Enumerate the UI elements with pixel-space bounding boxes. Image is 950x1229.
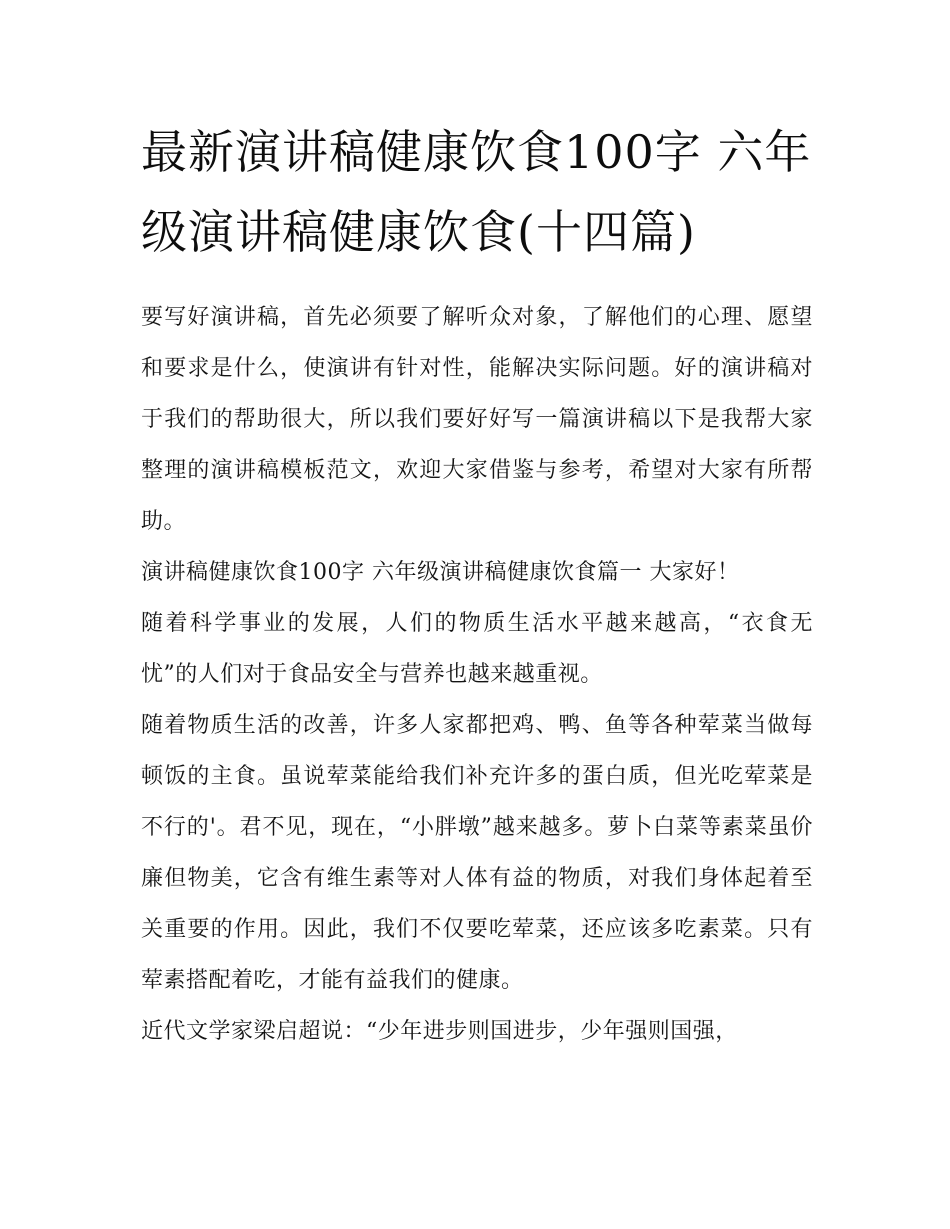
paragraph-quote: 近代文学家梁启超说：“少年进步则国进步，少年强则国强， (141, 1019, 738, 1044)
paragraph-greeting: 演讲稿健康饮食100字 六年级演讲稿健康饮食篇一 大家好！ (141, 560, 740, 585)
paragraph-living-standards: 随着科学事业的发展，人们的物质生活水平越来越高，“衣食无忧”的人们对于食品安全与营养也越来越重视。 (141, 611, 813, 687)
document-page (141, 112, 813, 1057)
document-body (141, 292, 813, 1057)
paragraph-intro: 要写好演讲稿，首先必须要了解听众对象，了解他们的心理、愿望和要求是什么，使演讲有针对性，能解决实际问题。好的演讲稿对于我们的帮助很大，所以我们要好好写一篇演讲稿以下是我帮大家整理的演讲稿模板范文，欢迎大家借鉴与参考，希望对大家有所帮助。 (141, 305, 813, 534)
document-title: 最新演讲稿健康饮食100字 六年级演讲稿健康饮食(十四篇) (141, 125, 812, 259)
paragraph-balanced-diet: 随着物质生活的改善，许多人家都把鸡、鸭、鱼等各种荤菜当做每顿饭的主食。虽说荤菜能给我们补充许多的蛋白质，但光吃荤菜是不行的'。君不见，现在，“小胖墩”越来越多。萝卜白菜等素菜虽价廉但物美，它含有维生素等对人体有益的物质，对我们身体起着至关重要的作用。因此，我们不仅要吃荤菜，还应该多吃素菜。只有荤素搭配着吃，才能有益我们的健康。 (141, 713, 813, 993)
